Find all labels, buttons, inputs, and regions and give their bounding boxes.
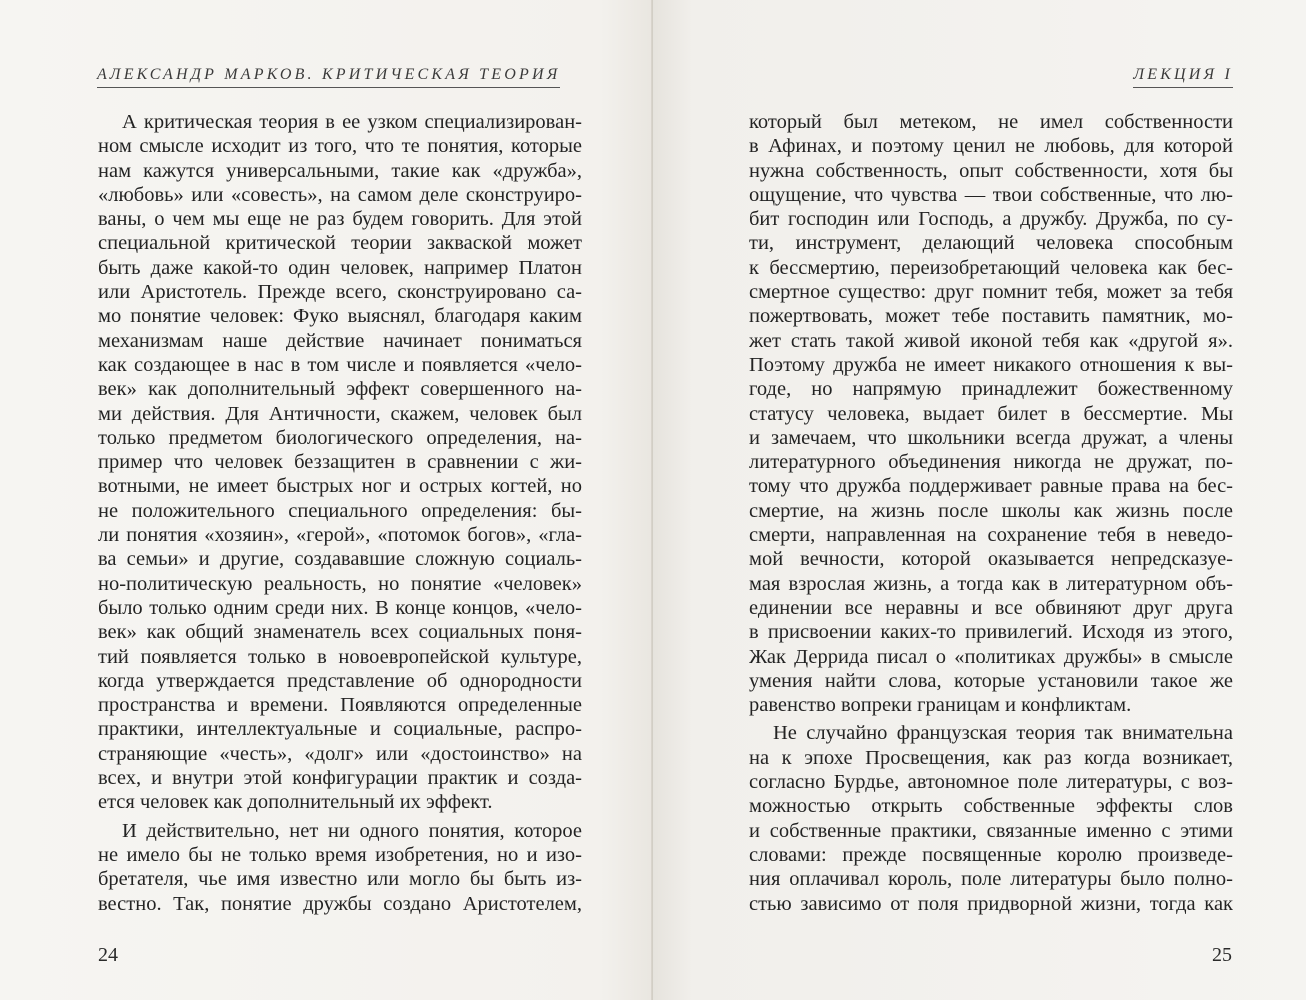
left-line-23: тий появляется только в новоевропейской культуре, xyxy=(98,645,582,668)
left-text-block xyxy=(98,110,582,916)
right-line-22: в присвоении каких-то привилегий. Исходя из этого, xyxy=(749,621,1233,644)
right-line-26: Не случайно французская теория так внимательна xyxy=(773,722,1233,745)
left-line-33: вестно. Так, понятие дружбы создано Аристотелем, xyxy=(98,892,582,915)
right-line-2: в Афинах, и поэтому ценил не любовь, для которой xyxy=(749,135,1233,158)
left-line-5: ваны, о чем мы еще не раз будем говорить. Для этой xyxy=(98,208,582,231)
left-line-11: как создающее в нас в том числе и появляется «чело- xyxy=(98,353,582,376)
left-line-1: А критическая теория в ее узком специализирован- xyxy=(122,111,582,133)
left-line-15: пример что человек беззащитен в сравнении с жи- xyxy=(98,451,582,474)
left-line-7: быть даже какой-то один человек, например Платон xyxy=(98,256,582,279)
right-line-33: стью зависимо от поля придворной жизни, тогда как xyxy=(749,892,1233,915)
left-line-32: бретателя, чье имя известно или могло бы быть из- xyxy=(98,868,582,891)
right-line-30: и собственные практики, связанные именно с этими xyxy=(749,819,1233,842)
left-line-30: И действительно, нет ни одного понятия, которое xyxy=(122,819,582,842)
right-line-27: на к эпохе Просвещения, как раз когда возникает, xyxy=(749,746,1233,769)
left-line-14: только предметом биологического определения, на- xyxy=(98,426,582,449)
right-line-9: пожертвовать, может тебе поставить памятник, мо- xyxy=(749,305,1233,328)
right-line-17: смертие, на жизнь после школы как жизнь после xyxy=(749,499,1233,522)
right-line-6: ти, инструмент, делающий человека способным xyxy=(749,232,1233,255)
left-page-number: 24 xyxy=(98,944,118,966)
right-line-5: бит господин или Господь, а дружбу. Дружба, по су- xyxy=(749,208,1233,231)
left-line-20: но-политическую реальность, но понятие «человек» xyxy=(98,572,582,595)
left-line-19: ва семьи» и другие, создававшие сложную социаль- xyxy=(98,548,582,571)
left-line-8: или Аристотель. Прежде всего, сконструировано са- xyxy=(98,281,582,304)
left-line-22: век» как общий знаменатель всех социальных поня- xyxy=(98,621,582,644)
right-line-14: и замечаем, что школьники всегда дружат, а члены xyxy=(749,426,1233,449)
right-line-18: смерти, направленная на сохранение тебя в неведо- xyxy=(749,524,1233,547)
right-line-23: Жак Деррида писал о «политиках дружбы» в смысле xyxy=(749,645,1233,668)
right-running-head: ЛЕКЦИЯ I xyxy=(1133,66,1233,88)
left-line-16: вотными, не имеет быстрых ног и острых когтей, но xyxy=(98,475,582,498)
left-line-10: механизмам наше действие начинает пониматься xyxy=(98,329,582,352)
right-line-7: к бессмертию, переизобретающий человека как бес- xyxy=(749,256,1233,279)
right-line-21: единении все неравны и все обвиняют друг друга xyxy=(749,596,1233,619)
right-page xyxy=(653,0,1306,1000)
left-line-9: мо понятие человек: Фуко выяснял, благодаря каким xyxy=(98,305,582,328)
right-line-25: равенство вопреки границам и конфликтам. xyxy=(749,694,1132,717)
right-line-28: согласно Бурдье, автономное поле литературы, с воз- xyxy=(749,771,1233,794)
right-line-13: статусу человека, выдает билет в бессмертие. Мы xyxy=(749,402,1233,425)
left-line-6: специальной критической теории закваской может xyxy=(98,232,582,255)
left-running-head: АЛЕКСАНДР МАРКОВ. КРИТИЧЕСКАЯ ТЕОРИЯ xyxy=(97,66,560,88)
right-line-11: Поэтому дружба не имеет никакого отношения к вы- xyxy=(749,353,1233,376)
left-line-17: не положительного специального определения: бы- xyxy=(98,499,582,522)
right-line-20: мая взрослая жизнь, а тогда как в литературном объ- xyxy=(749,572,1233,595)
left-line-29: ется человек как дополнительный их эффект. xyxy=(98,791,493,814)
left-line-25: пространства и времени. Появляются определенные xyxy=(98,694,582,717)
left-line-12: век» как дополнительный эффект совершенного на- xyxy=(98,378,582,401)
left-line-21: было только одним среди них. В конце концов, «чело- xyxy=(98,596,582,619)
left-line-24: когда утверждается представление об однородности xyxy=(98,669,582,692)
left-line-18: ли понятия «хозяин», «герой», «потомок богов», «гла- xyxy=(98,524,582,547)
right-line-24: умения найти слова, которые установили такое же xyxy=(749,669,1233,692)
left-line-26: практики, интеллектуальные и социальные, распро- xyxy=(98,718,582,741)
left-line-3: нам кажутся универсальными, такие как «дружба», xyxy=(98,159,582,182)
right-line-12: годе, но напрямую принадлежит божественному xyxy=(749,378,1233,401)
left-line-31: не имело бы не только время изобретения, но и изо- xyxy=(98,843,582,866)
right-line-19: мой вечности, которой оказывается непредсказуе- xyxy=(749,548,1233,571)
left-line-27: страняющие «честь», «долг» или «достоинство» на xyxy=(98,742,582,765)
right-line-29: можностью открыть собственные эффекты слов xyxy=(749,795,1233,818)
right-line-3: нужна собственность, опыт собственности, хотя бы xyxy=(749,159,1233,182)
right-line-32: ния оплачивал король, поле литературы было полно- xyxy=(749,868,1233,891)
right-line-10: жет стать такой живой иконой тебя как «другой я». xyxy=(749,329,1233,352)
right-line-1: который был метеком, не имел собственности xyxy=(749,111,1233,133)
left-line-4: «любовь» или «совесть», на самом деле сконструиро- xyxy=(98,183,582,206)
right-line-31: словами: прежде посвященные королю произведе- xyxy=(749,843,1233,866)
right-line-4: ощущение, что чувства — твои собственные, что лю- xyxy=(749,183,1233,206)
right-text-block xyxy=(749,110,1233,916)
right-page-number: 25 xyxy=(1212,944,1232,966)
right-line-8: смертное существо: друг помнит тебя, может за тебя xyxy=(749,281,1233,304)
right-line-15: литературного объединения никогда не дружат, по- xyxy=(749,451,1233,474)
right-line-16: тому что дружба поддерживает равные права на бес- xyxy=(749,475,1233,498)
left-line-13: ми действия. Для Античности, скажем, человек был xyxy=(98,402,582,425)
left-line-28: всех, и внутри этой конфигурации практик и созда- xyxy=(98,767,582,790)
left-line-2: ном смысле исходит из того, что те понятия, которые xyxy=(98,135,582,158)
